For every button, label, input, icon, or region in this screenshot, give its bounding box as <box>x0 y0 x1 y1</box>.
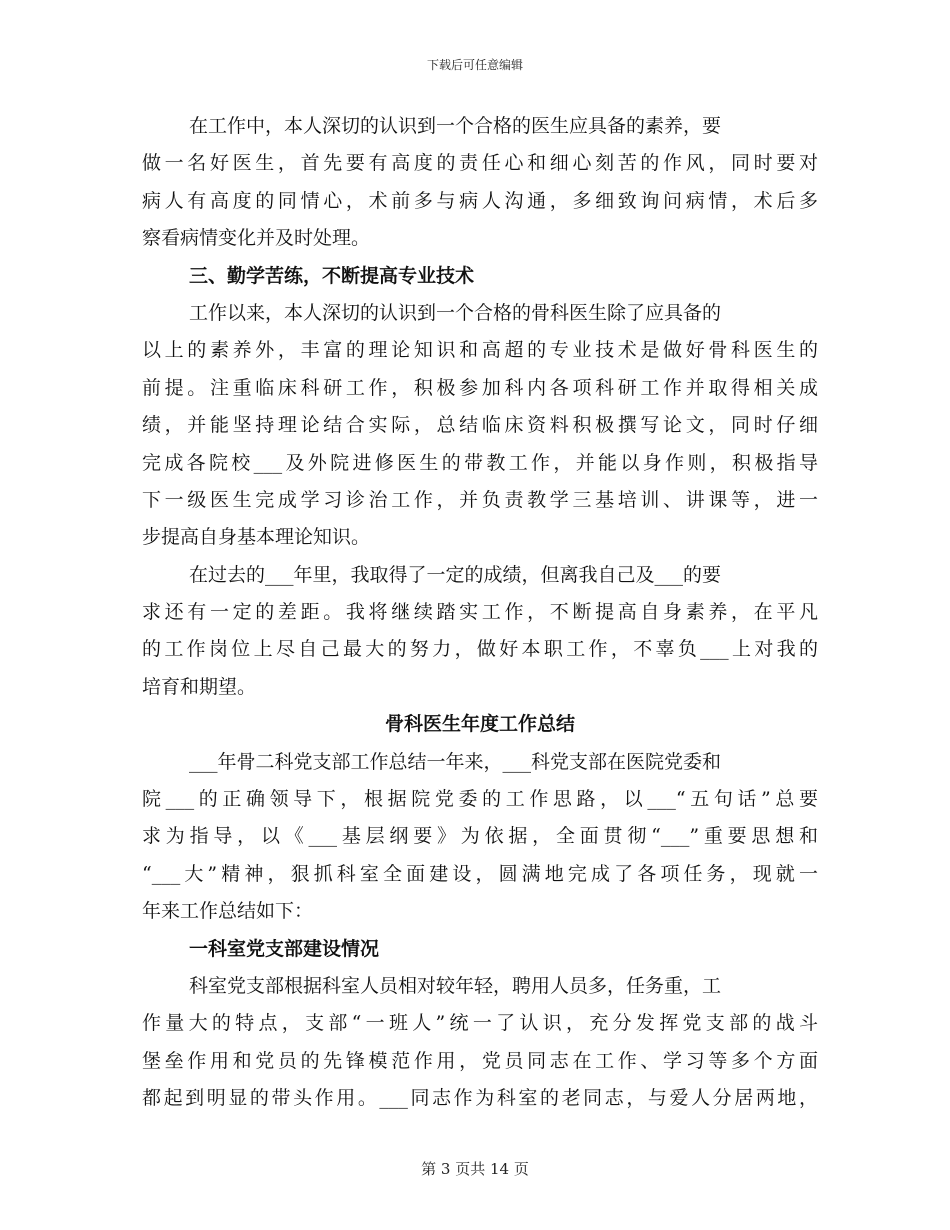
paragraph-line: ___年骨二科党支部工作总结一年来，___科党支部在医院党委和 <box>189 750 722 773</box>
paragraph-line: 求还有一定的差距。我将继续踏实工作，不断提高自身素养，在平凡 <box>142 601 818 624</box>
paragraph-line: 步提高自身基本理论知识。 <box>142 526 371 549</box>
paragraph-line: 在工作中，本人深切的认识到一个合格的医生应具备的素养，要 <box>189 115 722 137</box>
paragraph-line: 以上的素养外，丰富的理论知识和高超的专业技术是做好骨科医生的 <box>142 339 818 362</box>
paragraph-line: 年来工作总结如下： <box>142 900 314 923</box>
paragraph-line: 作量大的特点，支部“一班人”统一了认识，充分发挥党支部的战斗 <box>142 1012 818 1035</box>
paragraph-line: 绩，并能坚持理论结合实际，总结临床资料积极撰写论文，同时仔细 <box>142 414 818 437</box>
paragraph-line: 培育和期望。 <box>142 675 257 698</box>
section-heading: 三、勤学苦练，不断提高专业技术 <box>189 264 475 287</box>
page-footer: 第 3 页共 14 页 <box>421 1160 529 1178</box>
paragraph-line: 病人有高度的同情心，术前多与病人沟通，多细致询问病情，术后多 <box>142 189 818 212</box>
document-body <box>142 108 818 1118</box>
paragraph-line: 院___的正确领导下，根据院党委的工作思路，以___“五句话”总要 <box>142 788 818 811</box>
paragraph-line: 察看病情变化并及时处理。 <box>142 227 371 250</box>
paragraph-line: 工作以来，本人深切的认识到一个合格的骨科医生除了应具备的 <box>189 301 722 324</box>
paragraph-line: 下一级医生完成学习诊治工作，并负责教学三基培训、讲课等，进一 <box>142 488 818 511</box>
page-header: 下载后可任意编辑 <box>426 58 523 72</box>
paragraph-line: 的工作岗位上尽自己最大的努力，做好本职工作，不辜负___上对我的 <box>142 638 818 661</box>
paragraph-line: “___大”精神，狠抓科室全面建设，圆满地完成了各项任务，现就一 <box>142 862 818 885</box>
paragraph-line: 在过去的___年里，我取得了一定的成绩，但离我自己及___的要 <box>189 563 722 586</box>
document-title: 骨科医生年度工作总结 <box>384 713 575 736</box>
paragraph-line: 堡垒作用和党员的先锋模范作用，党员同志在工作、学习等多个方面 <box>142 1049 818 1072</box>
paragraph-line: 完成各院校___及外院进修医生的带教工作，并能以身作则，积极指导 <box>142 451 818 474</box>
paragraph-line: 做一名好医生，首先要有高度的责任心和细心刻苦的作风，同时要对 <box>142 152 818 175</box>
paragraph-line: 求为指导，以《___基层纲要》为依据，全面贯彻“___”重要思想和 <box>142 825 818 848</box>
section-heading: 一科室党支部建设情况 <box>189 937 380 960</box>
paragraph-line: 前提。注重临床科研工作，积极参加科内各项科研工作并取得相关成 <box>142 376 818 399</box>
paragraph-line: 都起到明显的带头作用。___同志作为科室的老同志，与爱人分居两地， <box>142 1087 818 1110</box>
paragraph-line: 科室党支部根据科室人员相对较年轻，聘用人员多，任务重，工 <box>189 974 722 997</box>
